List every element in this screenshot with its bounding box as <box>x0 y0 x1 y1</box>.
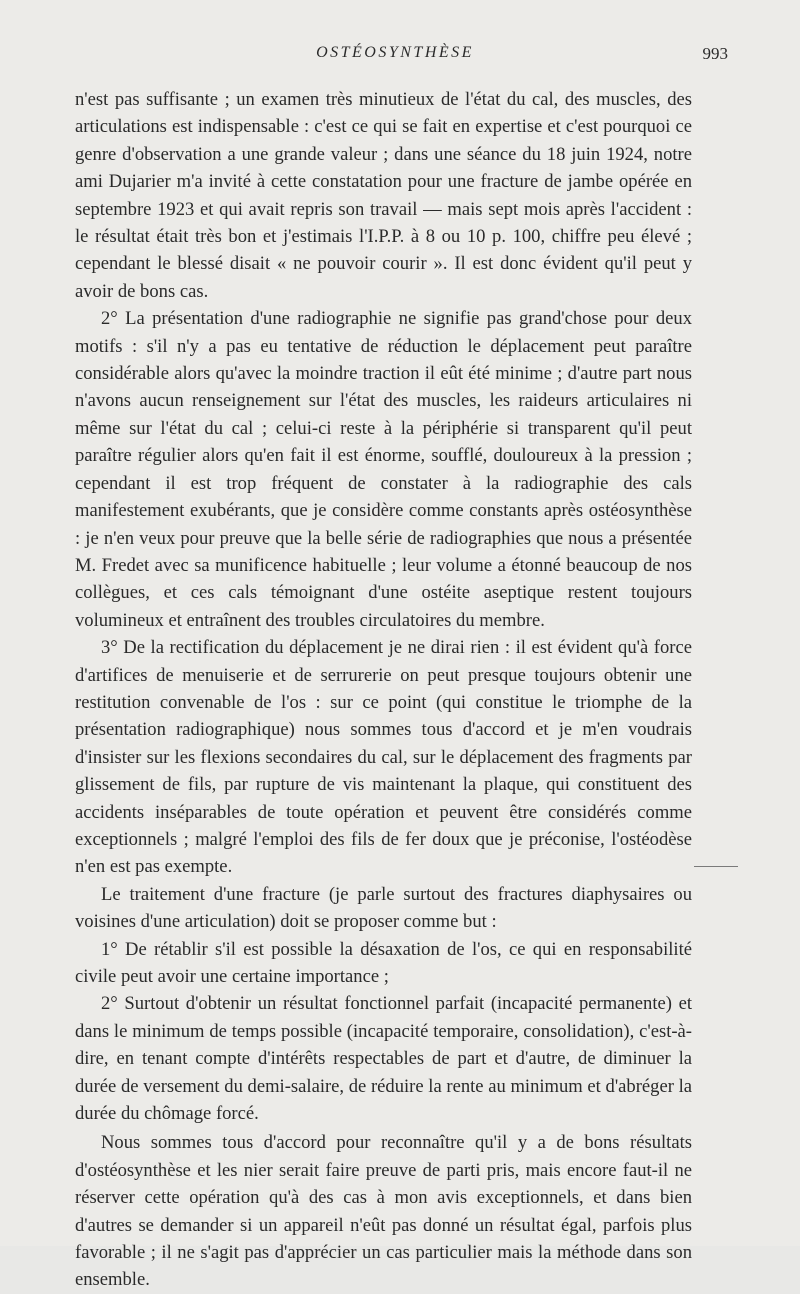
paragraph-continuation: n'est pas suffisante ; un examen très minutieux de l'état du cal, des muscles, des articulations est indispensable : c'est ce qui se fait en expertise et c'est pourquoi ce genre d'observation a une grande valeur ; dans une séance du 18 juin 1924, notre ami Dujarier m'a invité à cette constatation pour une fracture de jambe opérée en septembre 1923 et qui avait repris son travail — mais sept mois après l'accident : le résultat était très bon et j'estimais l'I.P.P. à 8 ou 10 p. 100, chiffre peu élevé ; cependant le blessé disait « ne pouvoir courir ». Il est donc évident qu'il peut y avoir de bons cas. <box>75 89 692 302</box>
page-number: 993 <box>702 44 728 63</box>
running-title: OSTÉOSYNTHÈSE <box>316 44 474 61</box>
paragraph-point-2: 2° La présentation d'une radiographie ne signifie pas grand'chose pour deux motifs : s'il n'y a pas eu tentative de réduction le déplacement peut paraître considérable alors qu'avec la moindre traction il eût été minime ; d'autre part nous n'avons aucun renseignement sur l'état des muscles, les raideurs articulaires ni même sur l'état du cal ; celui-ci reste à la périphérie si transparent qu'il peut paraître régulier alors qu'en fait il est énorme, soufflé, douloureux à la pression ; cependant il est trop fréquent de constater à la radiographie des cals manifestement exubérants, que je considère comme constants après ostéosynthèse : je n'en veux pour preuve que la belle série de radiographies que nous a présentée M. Fredet avec sa munificence habituelle ; leur volume a étonné beaucoup de nos collègues, et ces cals témoignant d'une ostéite aseptique restent toujours volumineux et entraînent des troubles circulatoires du membre. <box>75 308 692 631</box>
margin-rule <box>694 866 738 867</box>
paragraph-goal-2: 2° Surtout d'obtenir un résultat fonctionnel parfait (incapacité permanente) et dans le minimum de temps possible (incapacité temporaire, consolidation), c'est-à-dire, en tenant compte d'intérêts respectables de part et d'autre, de diminuer la durée de versement du demi-salaire, de réduire la rente au minimum et d'abréger la durée du chômage forcé. <box>75 993 692 1125</box>
body-text <box>75 86 692 1294</box>
running-header <box>0 44 800 74</box>
paragraph-point-3: 3° De la rectification du déplacement je ne dirai rien : il est évident qu'à force d'artifices de menuiserie et de serrurerie on peut presque toujours obtenir une restitution convenable de l'os : sur ce point (qui constitue le triomphe de la présentation radiographique) nous sommes tous d'accord et je m'en voudrais d'insister sur les flexions secondaires du cal, sur le déplacement des fragments par glissement de fils, par rupture de vis maintenant la plaque, qui constituent des accidents inséparables de toute opération et peuvent être considérés comme exceptionnels ; malgré l'emploi des fils de fer doux que je préconise, l'ostéodèse n'en est pas exempte. <box>75 637 692 878</box>
paragraph-conclusion: Nous sommes tous d'accord pour reconnaître qu'il y a de bons résultats d'ostéosynthèse et les nier serait faire preuve de parti pris, mais encore faut-il ne réserver cette opération qu'à des cas à mon avis exceptionnels, et dans bien d'autres se demander si un appareil n'eût pas donné un résultat égal, parfois plus favorable ; il ne s'agit pas d'apprécier un cas particulier mais la méthode dans son ensemble. <box>75 1132 692 1291</box>
paragraph-goal-1: 1° De rétablir s'il est possible la désaxation de l'os, ce qui en responsabilité civile peut avoir une certaine importance ; <box>75 938 692 987</box>
paragraph-treatment-goal: Le traitement d'une fracture (je parle surtout des fractures diaphysaires ou voisines d'une articulation) doit se proposer comme but : <box>75 883 692 933</box>
